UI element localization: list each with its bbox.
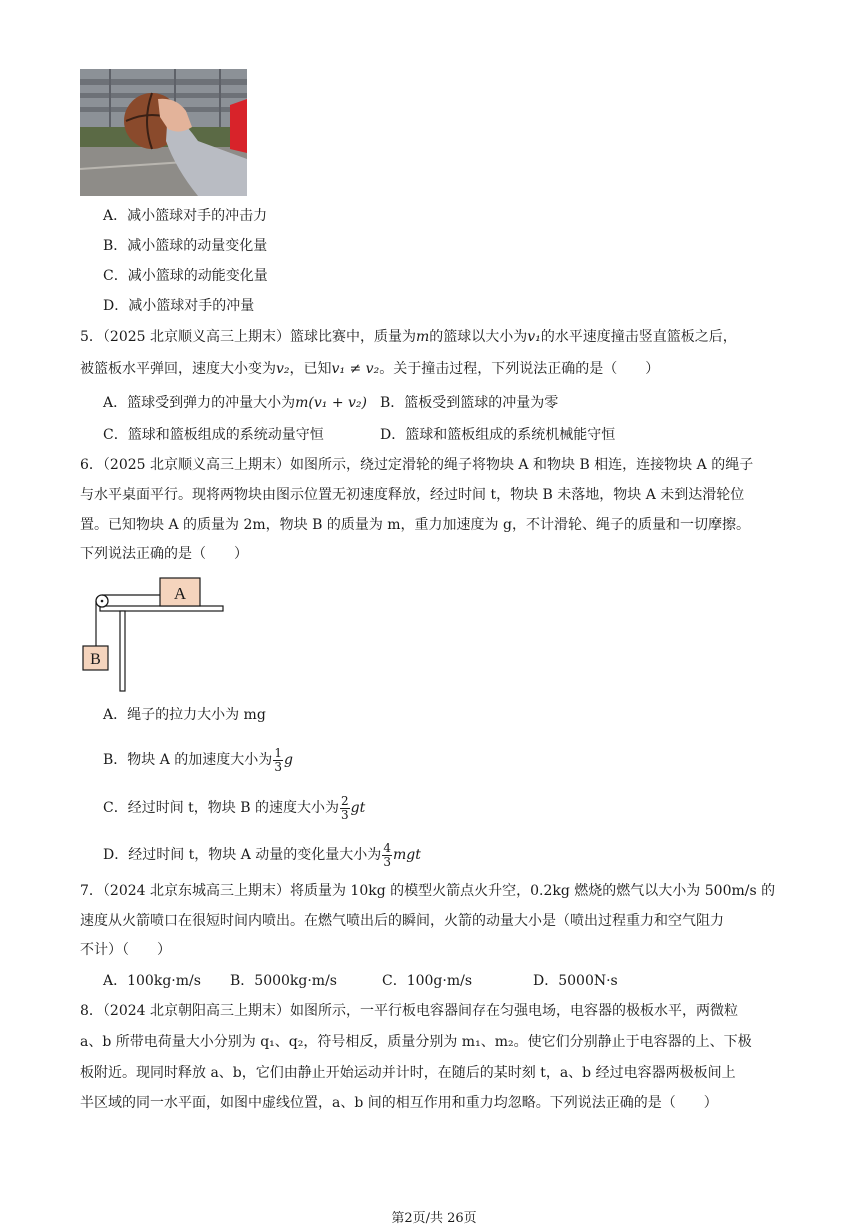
q8-stem-line1: 8．（2024 北京朝阳高三上期末）如图所示，一平行板电容器间存在匀强电场，电容器的极板水平，两微粒 xyxy=(80,1003,738,1019)
q6-option-c-fraction xyxy=(340,795,350,822)
block-a-label: A xyxy=(173,584,187,603)
q7-option-c: C．100g·m/s xyxy=(382,973,473,989)
basketball-photo xyxy=(80,69,247,196)
q5-stem-line2 xyxy=(80,359,659,379)
q6-option-d-symbol: mgt xyxy=(392,847,421,863)
fraction-numerator: 2 xyxy=(340,793,349,808)
basketball-photo-illustration xyxy=(80,69,247,196)
page-number-footer: 第2页/共 26页 xyxy=(391,1211,477,1226)
q7-stem-line3: 不计）（ ） xyxy=(80,942,171,958)
q4-option-a: A．减小篮球对手的冲击力 xyxy=(103,208,268,224)
q6-option-d-fraction xyxy=(382,842,392,869)
fraction-denominator: 3 xyxy=(383,854,391,869)
fraction-numerator: 1 xyxy=(274,745,282,760)
q6-option-b-text: B．物块 A 的加速度大小为 xyxy=(103,752,273,768)
pulley-diagram-svg xyxy=(80,574,230,696)
q7-stem-line1: 7．（2024 北京东城高三上期末）将质量为 10kg 的模型火箭点火升空，0.2kg 燃烧的燃气以大小为 500m/s 的 xyxy=(80,883,776,899)
q6-option-b xyxy=(103,745,293,775)
q5-mass-symbol: m xyxy=(416,329,430,345)
q5-text: 被篮板水平弹回，速度大小变为 xyxy=(80,361,276,377)
q5-option-a-text: A．篮球受到弹力的冲量大小为 xyxy=(103,395,296,411)
q6-option-d-text: D．经过时间 t，物块 A 动量的变化量大小为 xyxy=(103,847,382,863)
q6-option-b-symbol: g xyxy=(283,752,293,768)
q8-stem-line3: 板附近。现同时释放 a、b，它们由静止开始运动并计时，在随后的某时刻 t，a、b 经过电容器两极板间上 xyxy=(80,1065,736,1081)
q5-option-c: C．篮球和篮板组成的系统动量守恒 xyxy=(103,427,324,443)
q6-option-c-symbol: gt xyxy=(350,800,366,816)
table-top xyxy=(100,606,223,611)
q5-text: 。关于撞击过程，下列说法正确的是（ ） xyxy=(379,361,660,377)
q6-option-a: A．绳子的拉力大小为 mg xyxy=(103,707,266,723)
q8-stem-line4: 半区域的同一水平面，如图中虚线位置，a、b 间的相互作用和重力均忽略。下列说法正确的是（ ） xyxy=(80,1095,718,1111)
q5-inequality: v₁ ≠ v₂ xyxy=(331,361,380,377)
q5-option-d: D．篮球和篮板组成的系统机械能守恒 xyxy=(380,427,616,443)
q6-stem-line3: 置。已知物块 A 的质量为 2m，物块 B 的质量为 m，重力加速度为 g，不计滑轮、绳子的质量和一切摩擦。 xyxy=(80,517,750,533)
q6-stem-line1: 6．（2025 北京顺义高三上期末）如图所示，绕过定滑轮的绳子将物块 A 和物块 B 相连，连接物块 A 的绳子 xyxy=(80,457,754,473)
q6-option-d xyxy=(103,840,421,870)
q4-option-c: C．减小篮球的动能变化量 xyxy=(103,268,268,284)
q4-option-d: D．减小篮球对手的冲量 xyxy=(103,298,255,314)
q6-option-b-fraction xyxy=(273,747,283,774)
q5-option-a xyxy=(103,393,367,413)
q8-stem-line2: a、b 所带电荷量大小分别为 q₁、q₂，符号相反，质量分别为 m₁、m₂。使它们分别静止于电容器的上、下极 xyxy=(80,1034,752,1050)
q7-stem-line2: 速度从火箭喷口在很短时间内喷出。在燃气喷出后的瞬间，火箭的动量大小是（喷出过程重力和空气阻力 xyxy=(80,913,724,929)
q6-stem-line4: 下列说法正确的是（ ） xyxy=(80,546,248,562)
q5-text: 5．（2025 北京顺义高三上期末）篮球比赛中，质量为 xyxy=(80,329,416,345)
q4-option-b: B．减小篮球的动量变化量 xyxy=(103,238,268,254)
q5-text: ，已知 xyxy=(289,361,332,377)
q5-v1-symbol: v₁ xyxy=(527,329,541,345)
pulley-axle xyxy=(101,600,104,603)
q5-option-a-expression: m(v₁ + v₂) xyxy=(295,395,367,411)
fraction-denominator: 3 xyxy=(274,759,282,774)
q7-option-a: A．100kg·m/s xyxy=(103,973,201,989)
q5-option-b: B．篮板受到篮球的冲量为零 xyxy=(380,395,559,411)
q6-option-c xyxy=(103,793,365,823)
q6-stem-line2: 与水平桌面平行。现将两物块由图示位置无初速度释放，经过时间 t，物块 B 未落地，物块 A 未到达滑轮位 xyxy=(80,487,745,503)
table-leg xyxy=(120,611,125,691)
q5-text: 的篮球以大小为 xyxy=(429,329,528,345)
fraction-numerator: 4 xyxy=(383,840,391,855)
q6-option-c-text: C．经过时间 t，物块 B 的速度大小为 xyxy=(103,800,339,816)
fraction-denominator: 3 xyxy=(340,807,349,822)
q5-stem-line1 xyxy=(80,327,737,347)
block-b-label: B xyxy=(90,651,101,668)
q7-option-b: B．5000kg·m/s xyxy=(230,973,337,989)
q7-option-d: D．5000N·s xyxy=(533,973,618,989)
q5-text: 的水平速度撞击竖直篮板之后， xyxy=(540,329,737,345)
pulley-diagram xyxy=(80,574,230,700)
q5-v2-symbol: v₂ xyxy=(276,361,290,377)
